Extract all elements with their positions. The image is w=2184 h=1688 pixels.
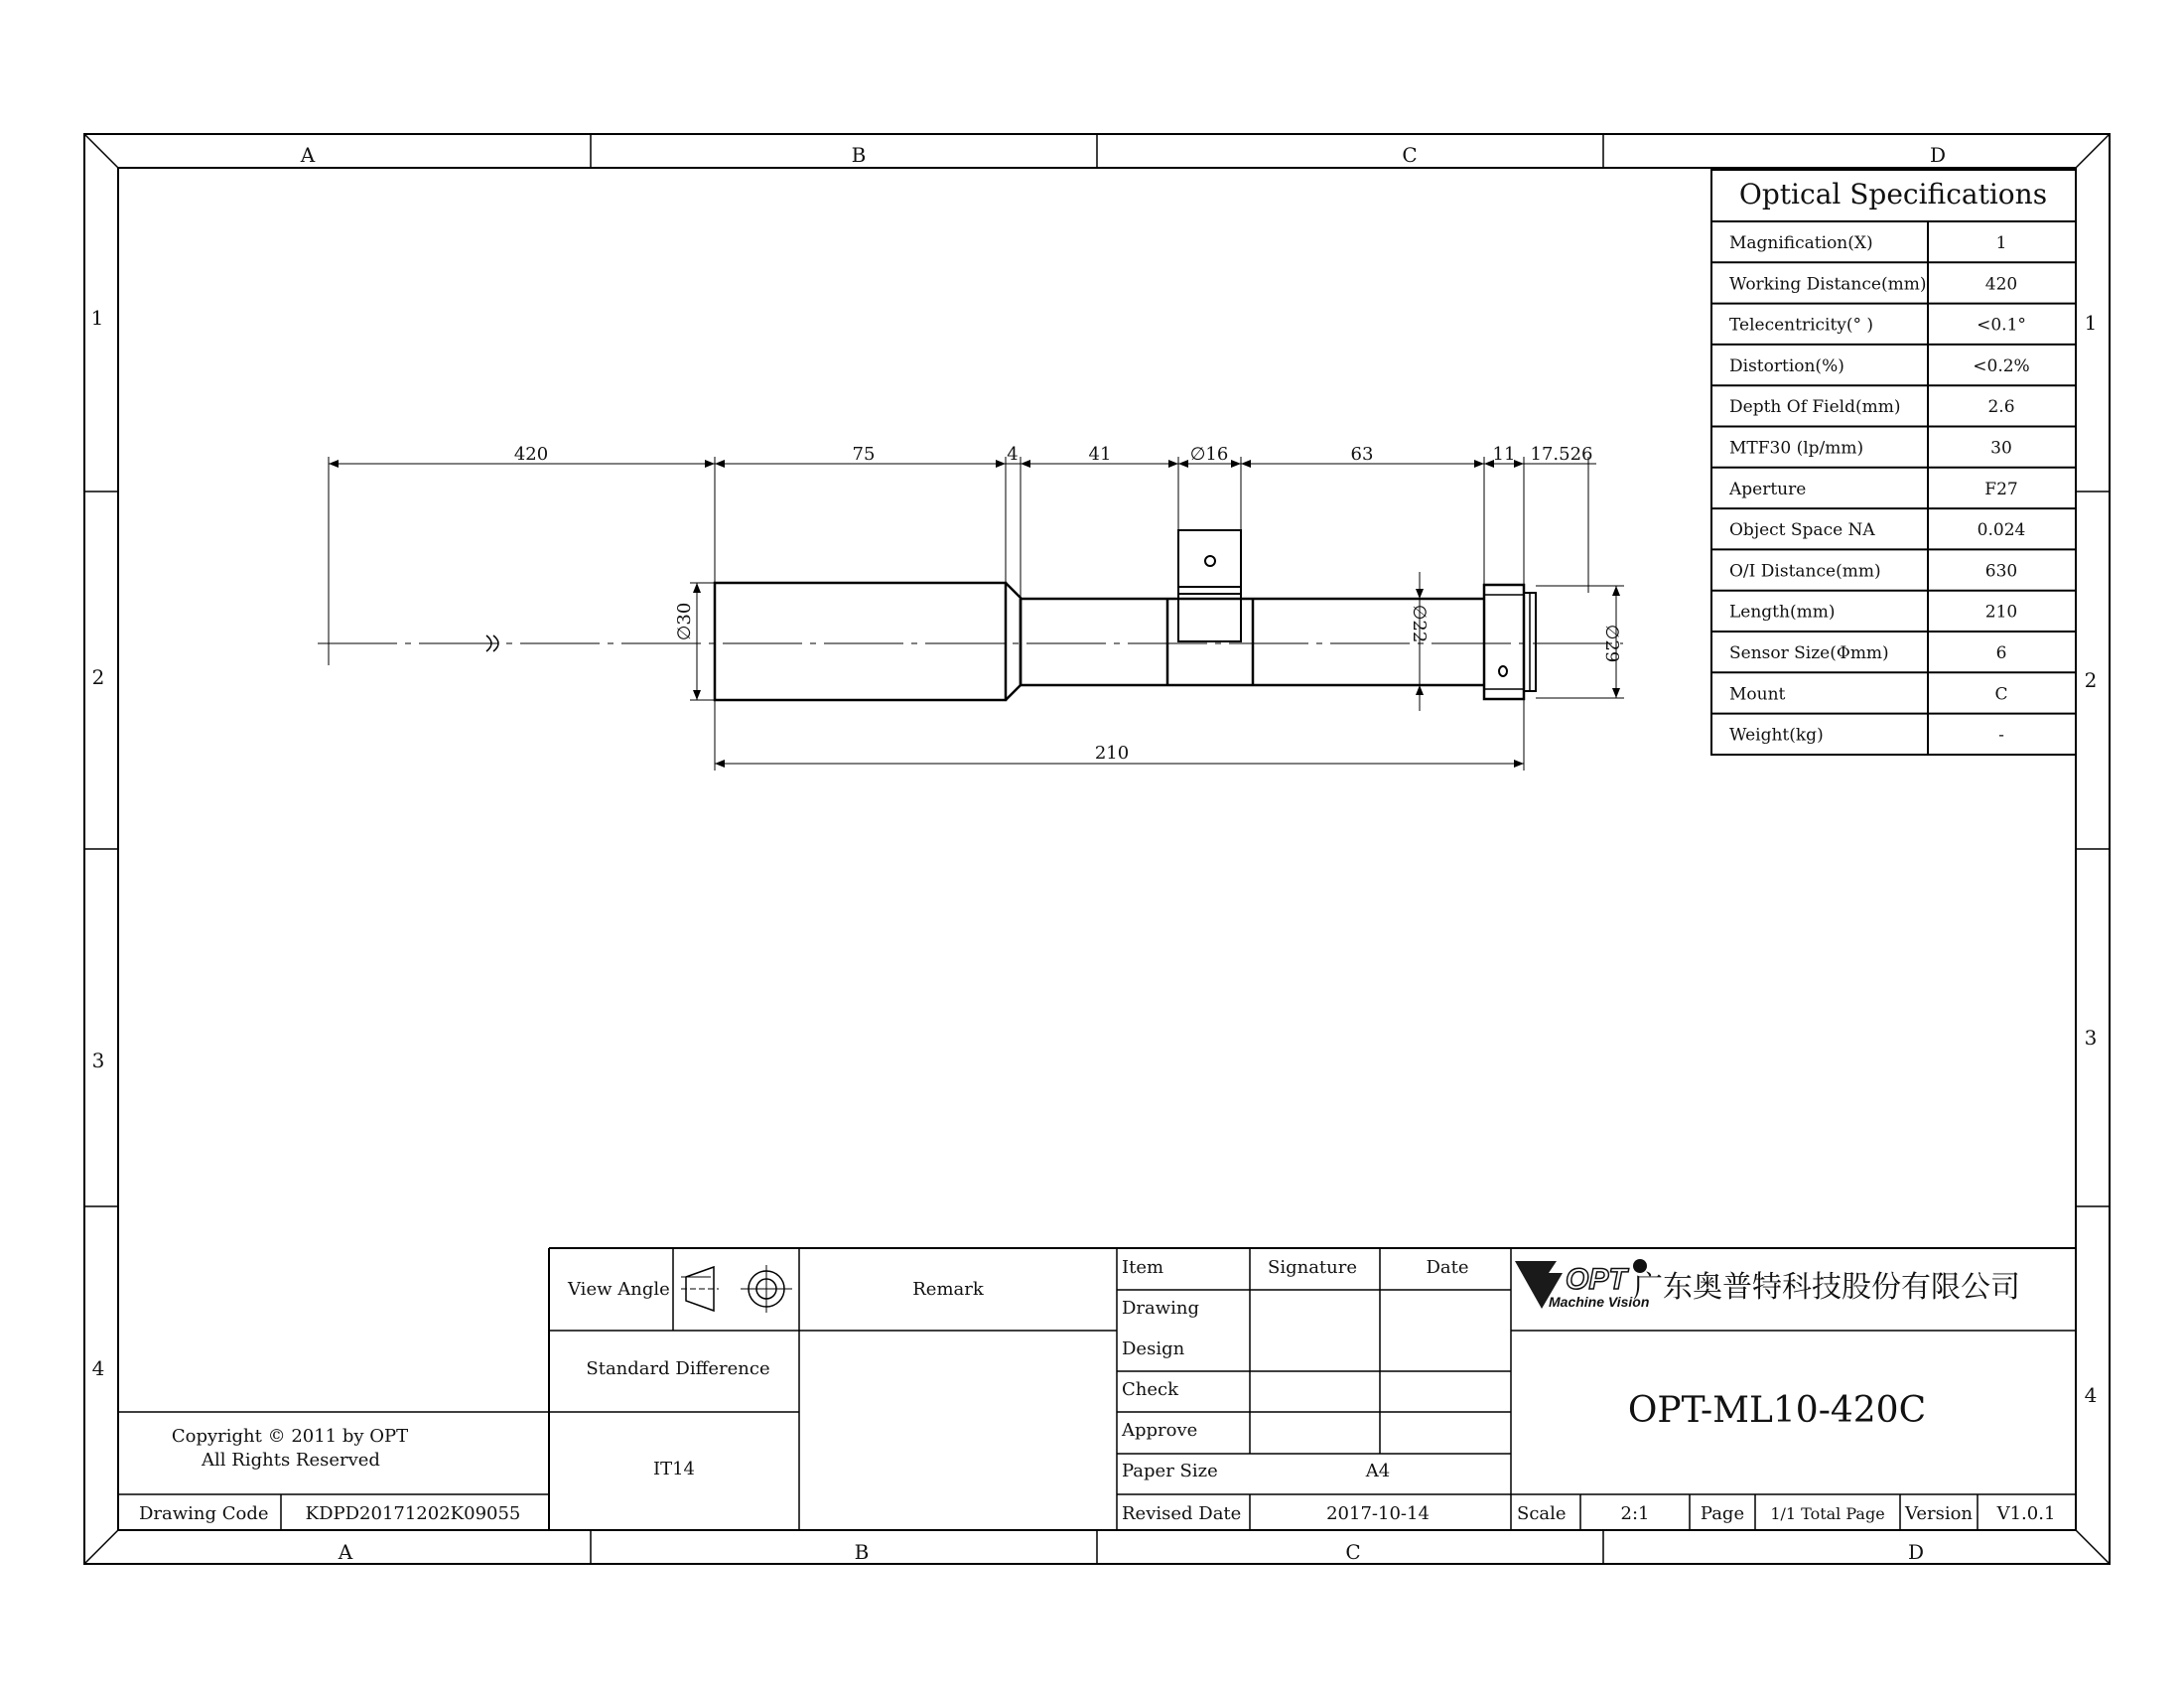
lens-c-mount — [1484, 585, 1536, 699]
spec-label: O/I Distance(mm) — [1729, 561, 1881, 582]
zone-col-label: B — [854, 1540, 870, 1564]
spec-value: 1 — [1995, 233, 2007, 253]
spec-value: 210 — [1984, 602, 2018, 623]
dim-front-barrel: 75 — [852, 444, 876, 465]
spec-row — [1729, 356, 2030, 376]
spec-row — [1729, 439, 2012, 459]
signature-label: Signature — [1267, 1257, 1358, 1278]
spec-label: Sensor Size(Φmm) — [1729, 643, 1889, 663]
paper-size-value: A4 — [1365, 1461, 1391, 1481]
dim-mount-ring: 11 — [1492, 444, 1516, 465]
scale-label: Scale — [1517, 1503, 1567, 1524]
dim-diameter-30: ∅30 — [674, 602, 695, 641]
spec-row — [1729, 643, 2006, 663]
spec-value: 0.024 — [1977, 520, 2026, 541]
page-value: 1/1 Total Page — [1770, 1504, 1885, 1523]
spec-label: MTF30 (lp/mm) — [1729, 438, 1864, 459]
spec-value: 630 — [1984, 561, 2018, 582]
dim-tube-2: 63 — [1350, 444, 1374, 465]
zone-col-label: A — [300, 143, 316, 167]
view-angle-label: View Angle — [568, 1279, 670, 1300]
spec-value: 420 — [1984, 274, 2018, 295]
item-label: Item — [1122, 1257, 1164, 1278]
spec-label: Aperture — [1729, 479, 1807, 499]
date-label: Date — [1426, 1257, 1469, 1278]
copyright-line-2: All Rights Reserved — [202, 1450, 380, 1471]
dim-working-distance: 420 — [513, 444, 549, 465]
dim-port-diameter: ∅16 — [1189, 444, 1229, 465]
spec-label: Mount — [1729, 684, 1786, 705]
lens-drawing — [318, 444, 1624, 771]
lens-side-port — [1178, 530, 1241, 641]
spec-row — [1728, 480, 2018, 499]
zone-row-label: 1 — [2084, 311, 2098, 335]
spec-value: C — [1994, 684, 2008, 705]
revised-date-label: Revised Date — [1122, 1503, 1242, 1524]
logo-text: OPT — [1566, 1263, 1627, 1296]
page-label: Page — [1700, 1503, 1745, 1524]
spec-value: - — [1998, 725, 2004, 746]
zone-row-label: 3 — [2084, 1026, 2098, 1050]
drawing-code-label: Drawing Code — [139, 1503, 269, 1524]
remark-label: Remark — [912, 1279, 984, 1300]
spec-value: 2.6 — [1987, 397, 2015, 418]
tolerance-value: IT14 — [652, 1459, 696, 1479]
diameter-dimensions — [674, 572, 1624, 711]
spec-label: Length(mm) — [1729, 602, 1836, 623]
drawing-code: KDPD20171202K09055 — [305, 1503, 521, 1524]
zone-col-label: D — [1929, 143, 1947, 167]
first-angle-projection-icon — [681, 1265, 792, 1313]
dim-diameter-22: ∅22 — [1409, 604, 1430, 643]
zone-col-label: A — [338, 1540, 353, 1564]
zone-col-label: D — [1907, 1540, 1925, 1564]
spec-row — [1729, 684, 2008, 704]
spec-row — [1729, 726, 2004, 746]
drawing-frame — [84, 134, 2110, 1564]
version-label: Version — [1904, 1503, 1974, 1524]
zone-row-label: 1 — [90, 306, 104, 330]
spec-row — [1729, 561, 2017, 581]
spec-row — [1729, 233, 2006, 253]
design-label: Design — [1122, 1338, 1185, 1359]
spec-row — [1729, 316, 2026, 336]
zone-row-label: 2 — [91, 665, 105, 689]
overall-length-dimension — [715, 699, 1524, 771]
lens-front-barrel — [715, 583, 1021, 700]
spec-label: Magnification(X) — [1729, 233, 1873, 253]
spec-value: 6 — [1995, 643, 2007, 663]
logo-subtitle: Machine Vision — [1549, 1294, 1650, 1310]
dim-overall-length: 210 — [1094, 743, 1130, 764]
spec-row — [1729, 520, 2025, 540]
zone-row-label: 3 — [91, 1049, 105, 1072]
scale-value: 2:1 — [1620, 1503, 1650, 1524]
spec-value: F27 — [1984, 479, 2018, 499]
optical-specs-table — [1711, 170, 2076, 755]
spec-value: <0.2% — [1973, 355, 2030, 376]
model-number: OPT-ML10-420C — [1627, 1390, 1927, 1431]
check-label: Check — [1122, 1379, 1179, 1400]
spec-row — [1729, 603, 2017, 623]
spec-value: 30 — [1990, 438, 2012, 459]
spec-value: <0.1° — [1977, 315, 2026, 336]
title-block — [118, 1248, 2076, 1530]
company-name: 广东奥普特科技股份有限公司 — [1633, 1270, 2020, 1305]
spec-label: Telecentricity(° ) — [1729, 315, 1874, 336]
spec-label: Distortion(%) — [1729, 355, 1844, 376]
zone-col-label: C — [1402, 143, 1418, 167]
specs-title: Optical Specifications — [1738, 178, 2048, 211]
spec-label: Object Space NA — [1729, 520, 1875, 541]
copyright-line-1: Copyright © 2011 by OPT — [171, 1426, 409, 1447]
opt-logo — [1515, 1259, 1649, 1310]
zone-col-label: B — [851, 143, 867, 167]
spec-label: Working Distance(mm) — [1729, 274, 1927, 295]
spec-label: Depth Of Field(mm) — [1729, 397, 1901, 418]
version-value: V1.0.1 — [1996, 1503, 2056, 1524]
dim-diameter-29: ∅29 — [1601, 624, 1622, 663]
zone-col-label: C — [1345, 1540, 1361, 1564]
standard-difference-label: Standard Difference — [586, 1358, 770, 1379]
zone-row-label: 4 — [91, 1356, 105, 1380]
paper-size-label: Paper Size — [1122, 1461, 1218, 1481]
revised-date-value: 2017-10-14 — [1326, 1503, 1430, 1524]
top-dimension-chain — [329, 444, 1596, 665]
drawing-label: Drawing — [1122, 1298, 1200, 1319]
dim-taper: 4 — [1007, 444, 1019, 465]
dim-back-focal: 17.526 — [1530, 444, 1593, 465]
spec-label: Weight(kg) — [1729, 725, 1824, 746]
approve-label: Approve — [1122, 1420, 1198, 1441]
zone-row-label: 4 — [2084, 1383, 2098, 1407]
zone-row-label: 2 — [2084, 668, 2098, 692]
spec-row — [1729, 274, 2017, 294]
spec-row — [1729, 397, 2015, 417]
dim-tube-1: 41 — [1088, 444, 1112, 465]
